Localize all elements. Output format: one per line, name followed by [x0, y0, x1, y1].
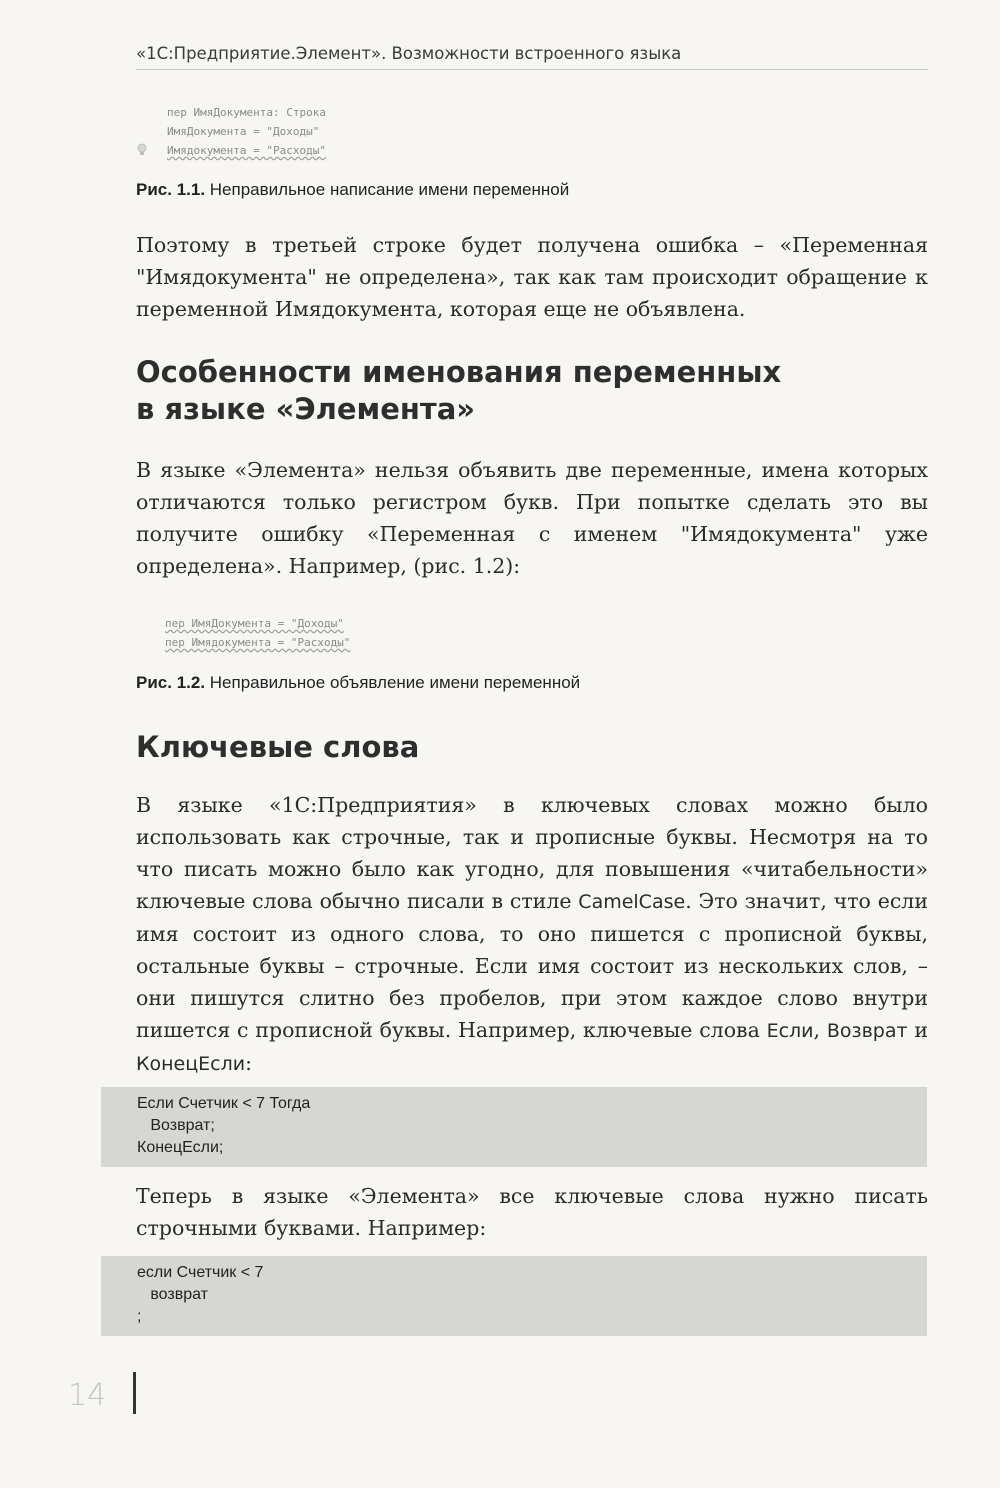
code-line: КонецЕсли; — [137, 1139, 224, 1156]
code-line: Если Счетчик < 7 Тогда — [137, 1095, 311, 1112]
code-block-element — [101, 1256, 927, 1336]
heading-line: Особенности именования переменных — [136, 355, 782, 389]
caption-label: Рис. 1.1. — [136, 180, 206, 199]
code-block-1c — [101, 1087, 927, 1167]
inline-term: CamelCase — [578, 891, 686, 913]
paragraph-1: Поэтому в третьей строке будет получена ошибка – «Переменная "Имядокумента" не определена», так как там происходит обращение к переменной Имядокумента, которая еще не объявлена. — [136, 233, 928, 321]
section-heading-naming — [136, 354, 928, 428]
text-run: и — [907, 1018, 928, 1042]
section-heading-keywords: Ключевые слова — [136, 730, 420, 764]
inline-keyword: Возврат — [826, 1020, 908, 1042]
code-line: ; — [137, 1308, 142, 1325]
figure-1-1-code — [167, 103, 326, 160]
text-run: , — [813, 1018, 827, 1042]
figure-1-2-code — [165, 614, 350, 652]
code-line: если Счетчик < 7 — [137, 1264, 264, 1281]
code-line: Возврат; — [137, 1117, 215, 1134]
code-line-error: Имядокумента = "Расходы" — [167, 144, 326, 157]
lightbulb-icon — [137, 143, 147, 157]
paragraph-2: В языке «Элемента» нельзя объявить две переменные, имена которых отличаются только регистром букв. При попытке сделать это вы получите ошибку «Переменная с именем "Имядокумента" уже определена». Например, (рис. 1.2): — [136, 458, 928, 578]
text-run: В языке «1С:Предприятия» в ключевых словах можно было использовать как строчные, так и прописные буквы. Несмотря на то что писать можно было как угодно, для повышения «читабельности» ключевые слова обычно писали в стиле — [136, 793, 928, 913]
code-line-error: пер ИмяДокумента = "Доходы" — [165, 617, 344, 630]
running-header: «1С:Предприятие.Элемент». Возможности встроенного языка — [136, 44, 928, 70]
caption-text: Неправильное написание имени переменной — [205, 180, 570, 199]
caption-text: Неправильное объявление имени переменной — [205, 673, 581, 692]
inline-keyword: Если — [766, 1020, 814, 1042]
heading-line: в языке «Элемента» — [136, 392, 476, 426]
figure-1-1-caption — [136, 180, 569, 200]
paragraph-3 — [136, 789, 928, 1080]
inline-keyword: КонецЕсли — [136, 1053, 246, 1075]
code-line: пер ИмяДокумента: Строка — [167, 106, 326, 119]
code-line: возврат — [137, 1286, 208, 1303]
figure-1-2-caption — [136, 673, 580, 693]
page-number-divider — [133, 1372, 136, 1414]
caption-label: Рис. 1.2. — [136, 673, 206, 692]
text-run: : — [245, 1051, 253, 1075]
code-line: ИмяДокумента = "Доходы" — [167, 125, 320, 138]
paragraph-4: Теперь в языке «Элемента» все ключевые слова нужно писать строчными буквами. Например: — [136, 1184, 928, 1240]
page-number: 14 — [68, 1378, 107, 1413]
text-run: . Это значит, что если имя состоит из одного слова, то оно пишется с прописной буквы, остальные буквы – строчные. Если имя состоит из нескольких слов, – они пишутся слитно без пробелов, при этом каждое слово внутри пишется с прописной буквы. Например, ключевые слова — [136, 889, 928, 1042]
code-line-error: пер Имядокумента = "Расходы" — [165, 636, 351, 649]
